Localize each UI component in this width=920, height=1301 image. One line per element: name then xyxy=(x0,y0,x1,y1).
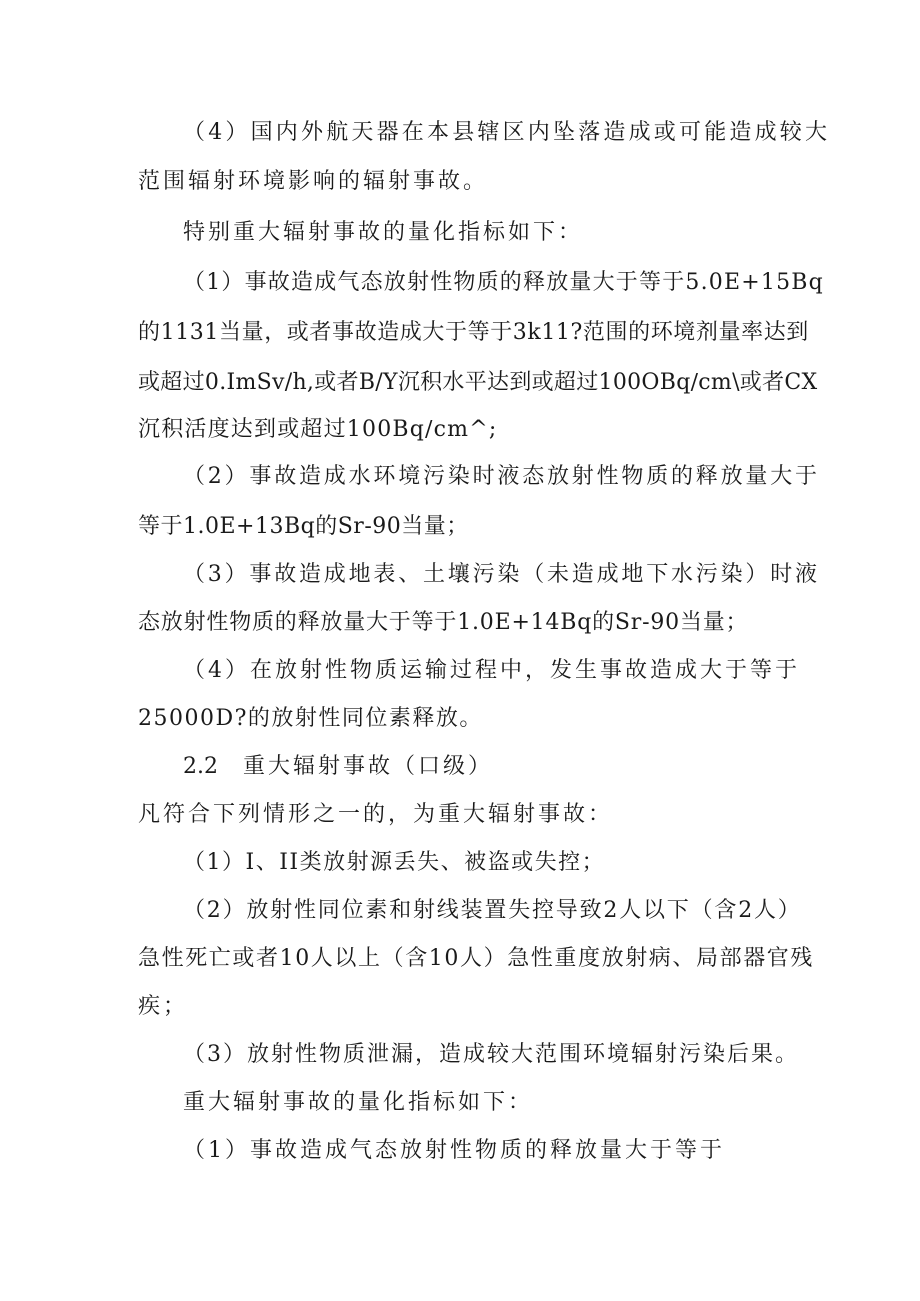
paragraph-line: 沉积活度达到或超过100Bq∕cm^; xyxy=(138,417,498,442)
paragraph-line: （2）事故造成水环境污染时液态放射性物质的释放量大于 xyxy=(183,464,820,489)
paragraph-line: 25000D?的放射性同位素释放。 xyxy=(138,706,483,731)
paragraph-line: （3）放射性物质泄漏，造成较大范围环境辐射污染后果。 xyxy=(183,1042,799,1067)
paragraph-line: 范围辐射环境影响的辐射事故。 xyxy=(138,169,489,194)
paragraph-line: 的1131当量，或者事故造成大于等于3k11?范围的环境剂量率达到 xyxy=(138,320,809,345)
paragraph-line: 重大辐射事故的量化指标如下： xyxy=(183,1090,534,1115)
paragraph-line: （1）I、II类放射源丢失、被盗或失控； xyxy=(183,850,606,875)
section-heading xyxy=(183,752,493,782)
paragraph-line: 态放射性物质的释放量大于等于1.0E+14Bq的Sr-90当量； xyxy=(138,610,749,635)
section-heading-title: 重大辐射事故（口级） xyxy=(243,754,494,779)
paragraph-line: 急性死亡或者10人以上（含10人）急性重度放射病、局部器官残 xyxy=(138,946,814,971)
paragraph-line: 等于1.0E+13Bq的Sr-90当量； xyxy=(138,514,469,539)
paragraph-line: （4）国内外航天器在本县辖区内坠落造成或可能造成较大 xyxy=(183,120,831,145)
paragraph-line: 特别重大辐射事故的量化指标如下： xyxy=(183,220,584,245)
paragraph-line: 疾； xyxy=(138,994,189,1019)
paragraph-line: 凡符合下列情形之一的，为重大辐射事故： xyxy=(138,802,614,827)
section-heading-number: 2.2 xyxy=(183,754,218,779)
paragraph-line: （3）事故造成地表、土壤污染（未造成地下水污染）时液 xyxy=(183,562,820,587)
paragraph-line: （4）在放射性物质运输过程中，发生事故造成大于等于 xyxy=(183,658,800,683)
paragraph-line: （1）事故造成气态放射性物质的释放量大于等于5.0E+15Bq xyxy=(183,270,824,295)
paragraph-line: 或超过0.ImSv/h,或者B/Y沉积水平达到或超过100OBq∕cm\或者CX xyxy=(138,370,818,395)
paragraph-line: （1）事故造成气态放射性物质的释放量大于等于 xyxy=(183,1138,725,1163)
paragraph-line: （2）放射性同位素和射线装置失控导致2人以下（含2人） xyxy=(183,898,802,923)
